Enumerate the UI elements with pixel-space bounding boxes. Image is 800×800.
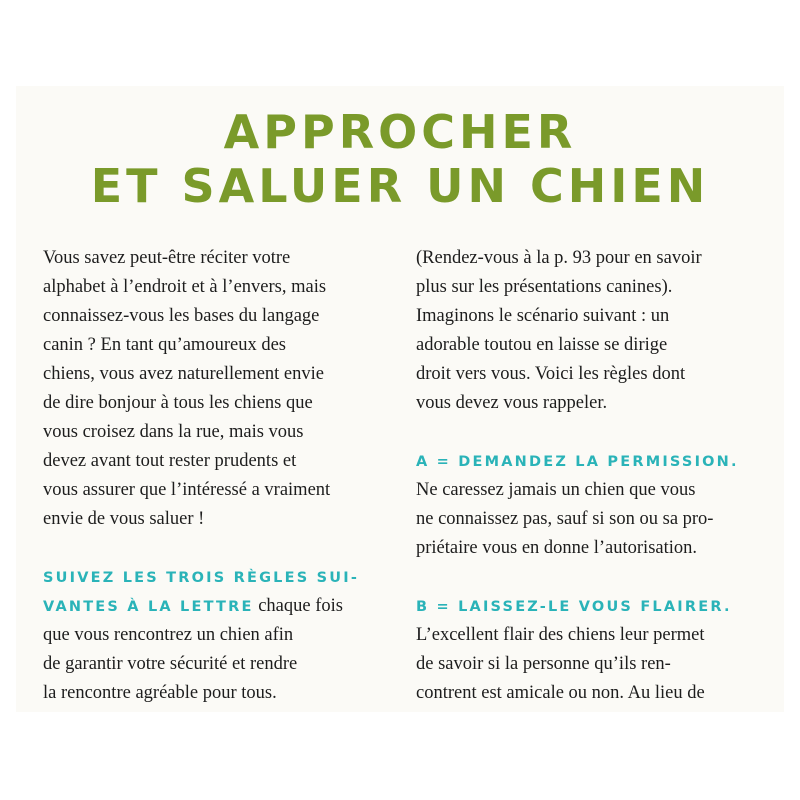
body-line: droit vers vous. Voici les règles dont [416,364,686,384]
body-line: (Rendez-vous à la p. 93 pour en savoir [416,248,702,268]
rules-heading-part-2: VANTES À LA LETTRE [43,599,254,615]
rules-heading-part-1: SUIVEZ LES TROIS RÈGLES SUI- [43,570,360,586]
paragraph-gap [416,563,761,592]
body-line: plus sur les présentations canines). [416,277,673,297]
rules-heading-line-1 [43,563,393,592]
body-line: priétaire vous en donne l’autorisation. [416,538,698,558]
rule-b-heading-line [416,592,761,621]
rules-heading-continuation: chaque fois [253,596,343,616]
left-column [43,244,393,708]
rule-b-heading: B = LAISSEZ-LE VOUS FLAIRER. [416,599,732,615]
body-line: devez avant tout rester prudents et [43,451,297,471]
body-line: envie de vous saluer ! [43,509,205,529]
body-line: vous devez vous rappeler. [416,393,608,413]
body-line: adorable toutou en laisse se dirige [416,335,668,355]
rules-heading-line-2 [43,592,393,621]
body-line: que vous rencontrez un chien afin [43,625,294,645]
body-line: ne connaissez pas, sauf si son ou sa pro- [416,509,714,529]
body-line: Vous savez peut-être réciter votre [43,248,291,268]
body-line: de savoir si la personne qu’ils ren- [416,654,671,674]
title-line-2: ET SALUER UN CHIEN [90,159,710,213]
paragraph-gap [43,534,393,563]
title-line-1: APPROCHER [223,105,577,159]
paragraph-gap [416,418,761,447]
body-line: vous assurer que l’intéressé a vraiment [43,480,331,500]
body-line: la rencontre agréable pour tous. [43,683,277,703]
body-line: de garantir votre sécurité et rendre [43,654,298,674]
rule-a-heading-line [416,447,761,476]
body-line: Imaginons le scénario suivant : un [416,306,670,326]
rule-a-heading: A = DEMANDEZ LA PERMISSION. [416,454,739,470]
body-line: vous croisez dans la rue, mais vous [43,422,304,442]
body-line: canin ? En tant qu’amoureux des [43,335,286,355]
body-line: connaissez-vous les bases du langage [43,306,320,326]
body-line: Ne caressez jamais un chien que vous [416,480,696,500]
body-line: alphabet à l’endroit et à l’envers, mais [43,277,327,297]
body-line: L’excellent flair des chiens leur permet [416,625,705,645]
body-line: contrent est amicale ou non. Au lieu de [416,683,705,703]
body-line: chiens, vous avez naturellement envie [43,364,324,384]
body-line: de dire bonjour à tous les chiens que [43,393,313,413]
right-column [416,244,761,708]
